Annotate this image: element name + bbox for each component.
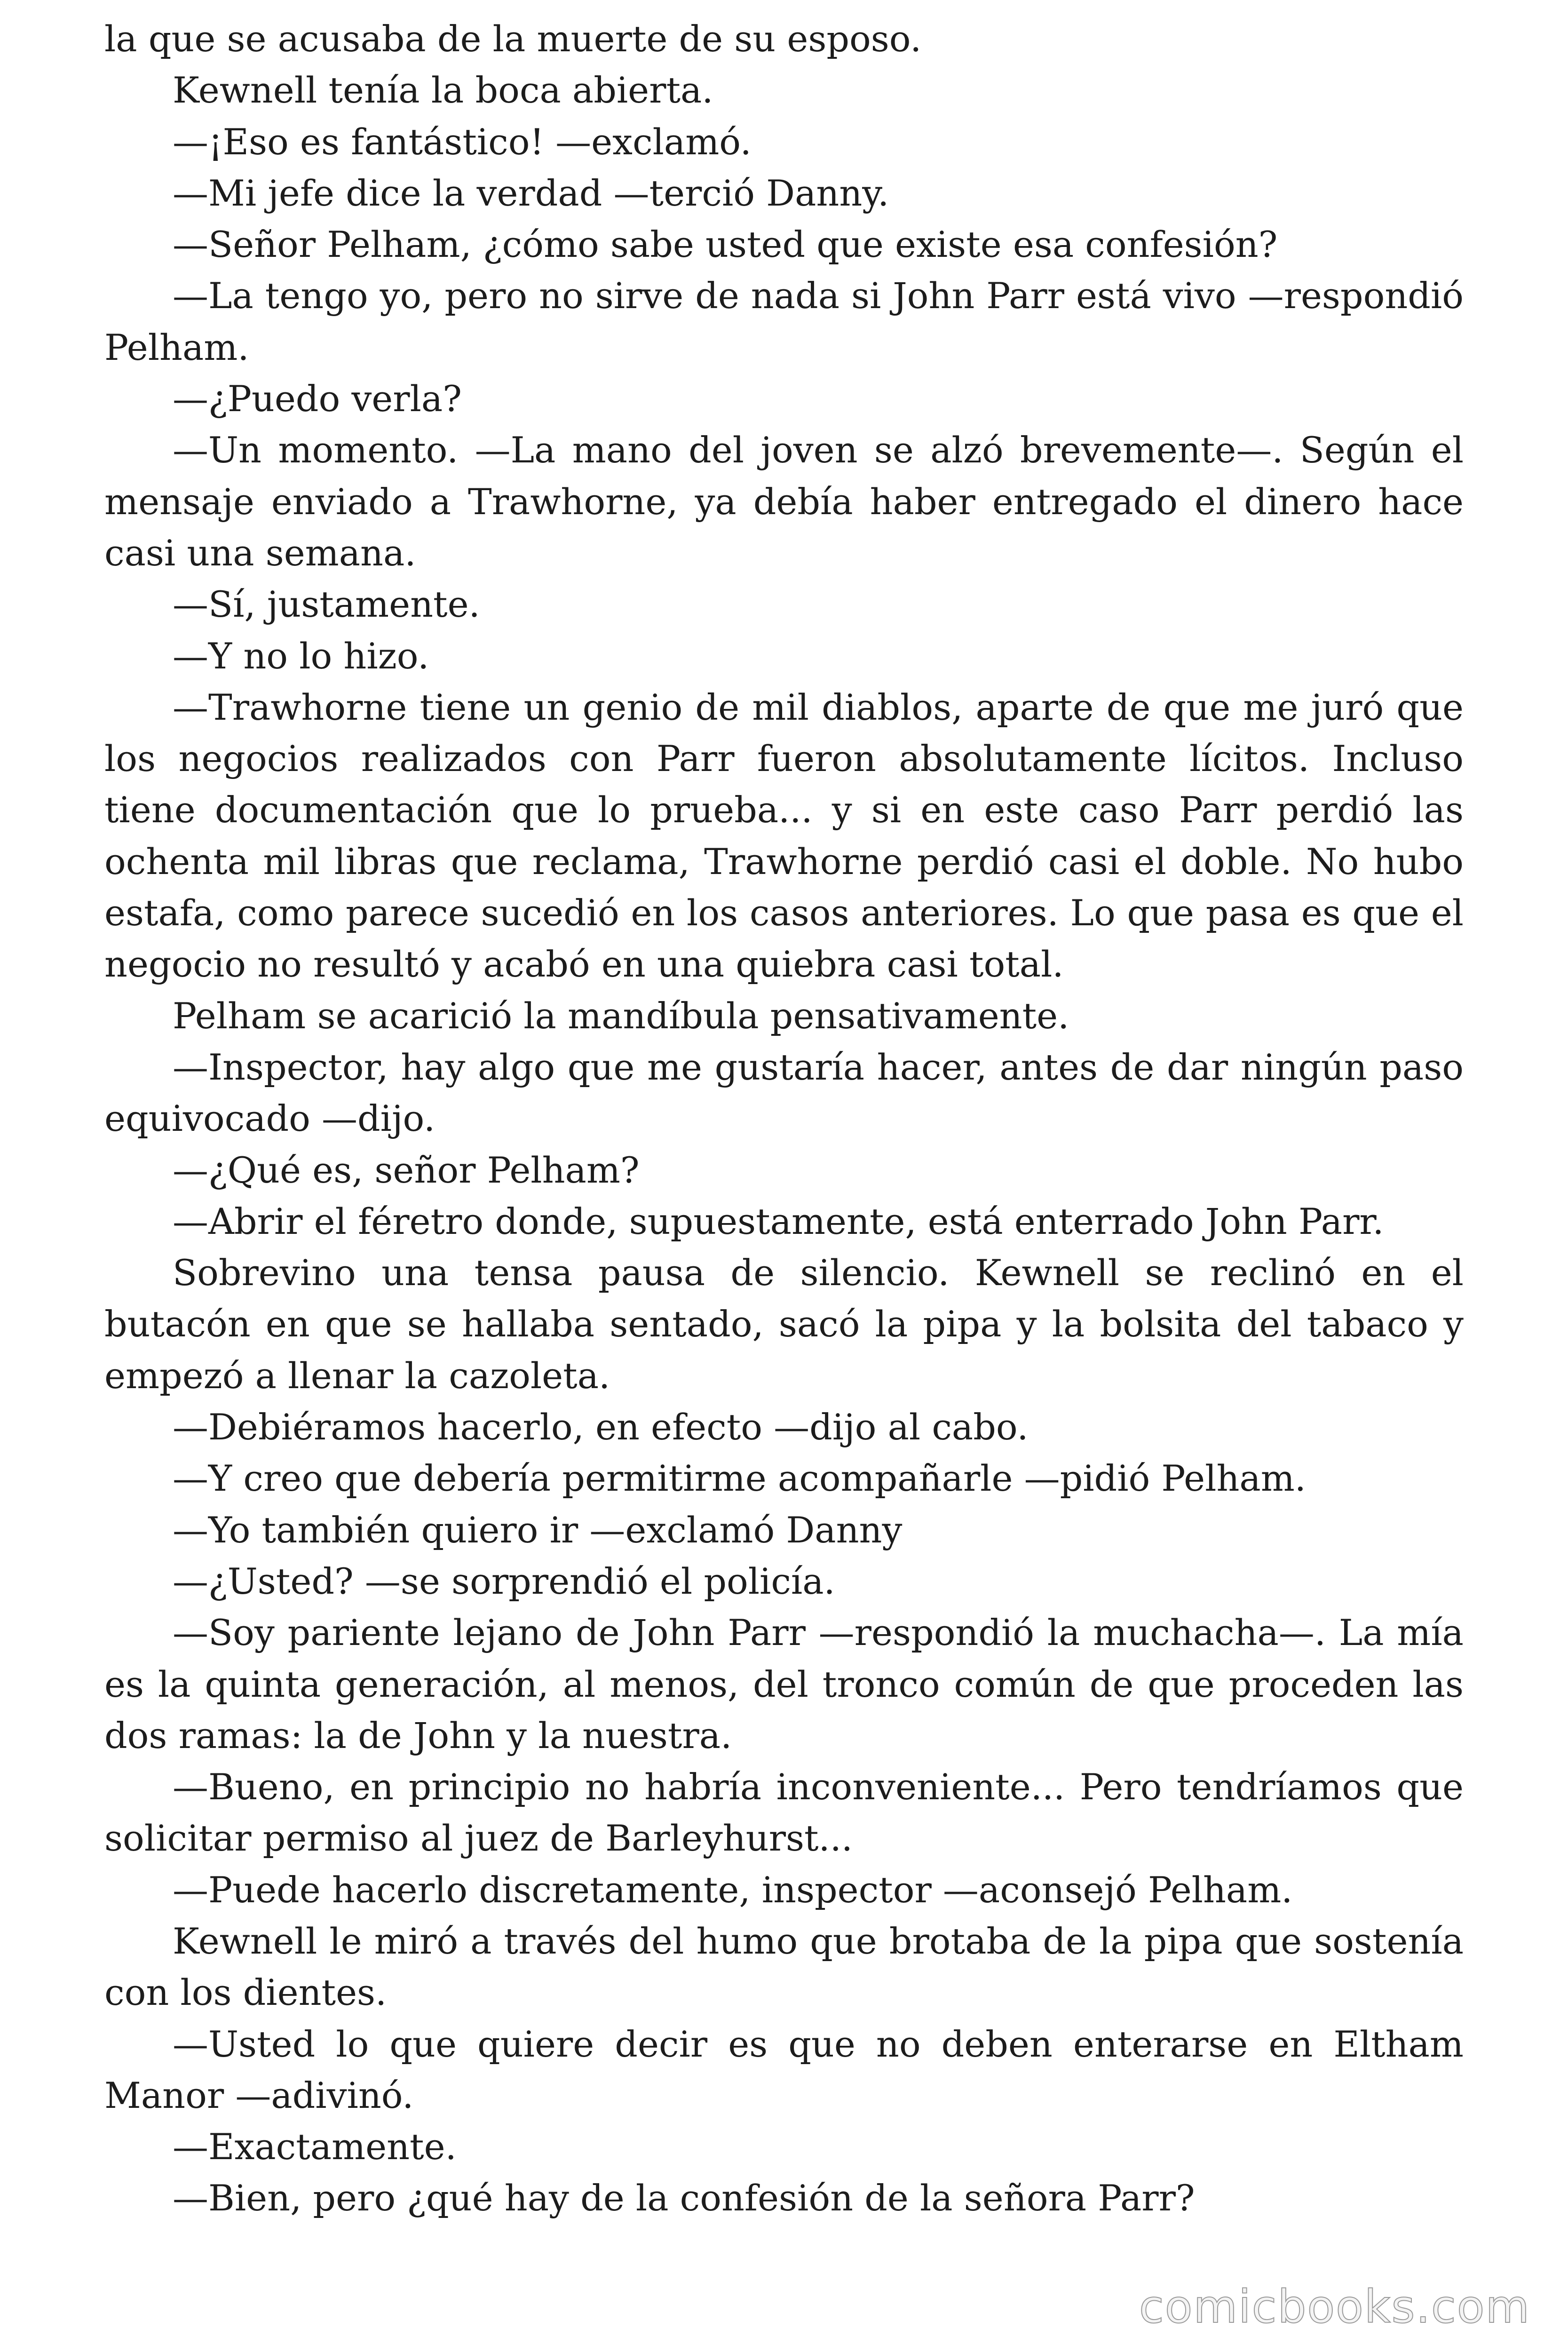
paragraph: —Soy pariente lejano de John Parr —respondió la muchacha—. La mía es la quinta generación, al menos, del tronco común de que proceden las dos ramas: la de John y la nuestra. — [104, 1612, 1464, 1756]
paragraph: —Y no lo hizo. — [173, 635, 429, 677]
paragraph: —Y creo que debería permitirme acompañarle —pidió Pelham. — [173, 1457, 1306, 1500]
paragraph: la que se acusaba de la muerte de su esposo. — [104, 18, 922, 60]
paragraph: —Señor Pelham, ¿cómo sabe usted que existe esa confesión? — [173, 223, 1278, 266]
paragraph: —¿Usted? —se sorprendió el policía. — [173, 1560, 835, 1602]
paragraph: Kewnell tenía la boca abierta. — [173, 69, 713, 111]
paragraph: —Debiéramos hacerlo, en efecto —dijo al cabo. — [173, 1406, 1029, 1448]
paragraph: —Abrir el féretro donde, supuestamente, está enterrado John Parr. — [173, 1200, 1384, 1242]
paragraph: —¡Eso es fantástico! —exclamó. — [173, 120, 752, 163]
paragraph: —Usted lo que quiere decir es que no deben enterarse en Eltham Manor —adivinó. — [104, 2023, 1464, 2116]
paragraph: —Mi jefe dice la verdad —terció Danny. — [173, 172, 889, 214]
paragraph: —¿Qué es, señor Pelham? — [173, 1149, 640, 1191]
paragraph: —¿Puedo verla? — [173, 378, 462, 420]
paragraph: —Yo también quiero ir —exclamó Danny — [173, 1509, 903, 1551]
paragraph: Kewnell le miró a través del humo que brotaba de la pipa que sostenía con los dientes. — [104, 1920, 1464, 2014]
paragraph: —Sí, justamente. — [173, 583, 480, 626]
paragraph: —Bien, pero ¿qué hay de la confesión de la señora Parr? — [173, 2177, 1195, 2219]
paragraph: —Bueno, en principio no habría inconveniente... Pero tendríamos que solicitar permiso al juez de Barleyhurst... — [104, 1766, 1464, 1859]
paragraph: —Inspector, hay algo que me gustaría hacer, antes de dar ningún paso equivocado —dijo. — [104, 1046, 1464, 1140]
paragraph: —Exactamente. — [173, 2126, 457, 2168]
watermark: comicbooks.com — [1139, 2280, 1530, 2333]
paragraph: —Trawhorne tiene un genio de mil diablos, aparte de que me juró que los negocios realizados con Parr fueron absolutamente lícitos. Incluso tiene documentación que lo prueba... y si en este caso Parr perdió las ochenta mil libras que reclama, Trawhorne perdió casi el doble. No hubo estafa, como parece sucedió en los casos anteriores. Lo que pasa es que el negocio no resultó y acabó en una quiebra casi total. — [104, 686, 1464, 985]
paragraph: Sobrevino una tensa pausa de silencio. Kewnell se reclinó en el butacón en que se hallaba sentado, sacó la pipa y la bolsita del tabaco y empezó a llenar la cazoleta. — [104, 1252, 1464, 1397]
paragraph: —La tengo yo, pero no sirve de nada si John Parr está vivo —respondió Pelham. — [104, 275, 1464, 368]
paragraph: —Puede hacerlo discretamente, inspector —aconsejó Pelham. — [173, 1868, 1293, 1911]
text-body — [104, 13, 1464, 2224]
paragraph: —Un momento. —La mano del joven se alzó brevemente—. Según el mensaje enviado a Trawhorne, ya debía haber entregado el dinero hace casi una semana. — [104, 429, 1464, 574]
paragraph: Pelham se acarició la mandíbula pensativamente. — [173, 994, 1069, 1037]
